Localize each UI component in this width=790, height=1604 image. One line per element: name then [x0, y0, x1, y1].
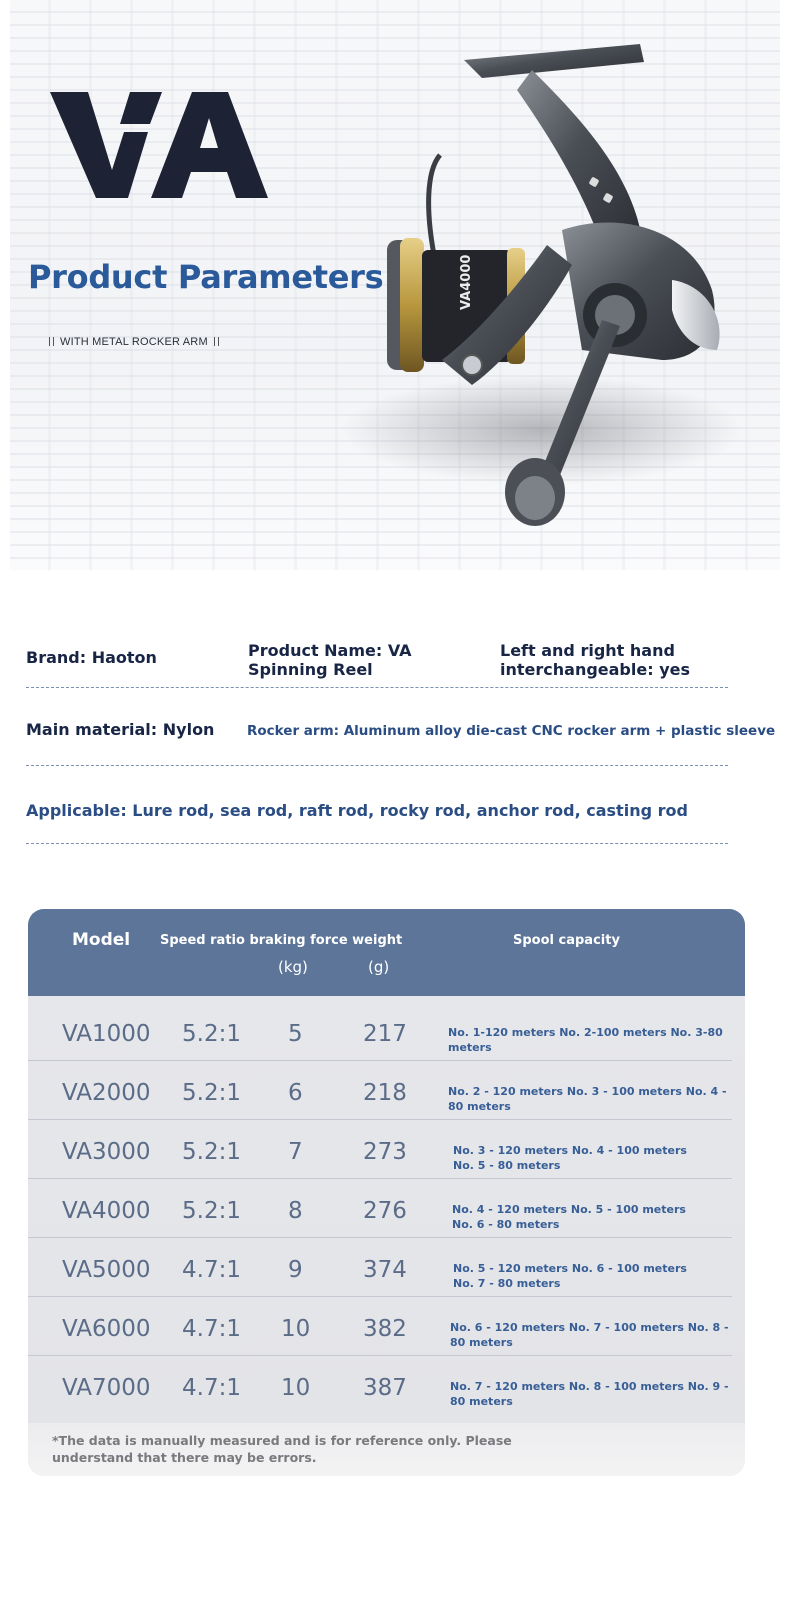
dashed-divider: [26, 843, 728, 844]
spec-hand: Left and right hand interchangeable: yes: [500, 641, 690, 679]
cell-force: 5: [288, 1021, 303, 1047]
page-title: Product Parameters: [28, 258, 384, 296]
cell-ratio: 5.2:1: [182, 1139, 241, 1165]
cell-force: 8: [288, 1198, 303, 1224]
cell-model: VA1000: [62, 1021, 151, 1047]
cell-spool: No. 6 - 120 meters No. 7 - 100 meters No. 8 - 80 meters: [450, 1321, 729, 1349]
cell-weight: 276: [363, 1198, 407, 1224]
table-row: [28, 1061, 745, 1120]
disclaimer-note: *The data is manually measured and is for reference only. Please understand that there may be errors.: [52, 1433, 512, 1465]
table-row: [28, 1120, 745, 1179]
spec-material: Main material: Nylon: [26, 720, 215, 739]
subtitle-tag: [43, 336, 225, 348]
cell-ratio: 4.7:1: [182, 1257, 241, 1283]
spec-row: [26, 630, 728, 688]
cell-spool: No. 7 - 120 meters No. 8 - 100 meters No. 9 - 80 meters: [450, 1380, 729, 1408]
divider-mark: [49, 337, 54, 346]
cell-spool: No. 4 - 120 meters No. 5 - 100 meters No. 6 - 80 meters: [452, 1203, 686, 1231]
header-spool: Spool capacity: [513, 933, 620, 948]
header-unit-kg: (kg): [278, 958, 308, 976]
hero-banner: [10, 0, 780, 570]
divider-mark: [214, 337, 219, 346]
spec-row: [26, 766, 728, 844]
cell-spool: No. 5 - 120 meters No. 6 - 100 meters No. 7 - 80 meters: [453, 1262, 687, 1290]
cell-spool: No. 2 - 120 meters No. 3 - 100 meters No. 4 - 80 meters: [448, 1085, 727, 1113]
cell-ratio: 5.2:1: [182, 1021, 241, 1047]
cell-model: VA3000: [62, 1139, 151, 1165]
va-logo: [50, 92, 270, 207]
cell-spool: No. 3 - 120 meters No. 4 - 100 meters No. 5 - 80 meters: [453, 1144, 687, 1172]
cell-ratio: 5.2:1: [182, 1080, 241, 1106]
spec-rocker-arm: Rocker arm: Aluminum alloy die-cast CNC rocker arm + plastic sleeve: [247, 723, 776, 739]
table-footer: [28, 1423, 745, 1476]
spec-product-name: Product Name: VA Spinning Reel: [248, 641, 412, 679]
cell-force: 10: [281, 1316, 311, 1342]
cell-weight: 273: [363, 1139, 407, 1165]
reel-model-label: VA4000: [459, 254, 474, 310]
parameter-table: [28, 909, 745, 1476]
cell-model: VA6000: [62, 1316, 151, 1342]
cell-ratio: 5.2:1: [182, 1198, 241, 1224]
table-body: [28, 996, 745, 1428]
cell-weight: 218: [363, 1080, 407, 1106]
cell-weight: 382: [363, 1316, 407, 1342]
subtitle-text: WITH METAL ROCKER ARM: [60, 336, 208, 348]
table-row: [28, 1179, 745, 1238]
cell-force: 9: [288, 1257, 303, 1283]
header-unit-g: (g): [368, 958, 390, 976]
table-row: [28, 1238, 745, 1297]
spinning-reel-image: [332, 30, 762, 540]
cell-force: 10: [281, 1375, 311, 1401]
header-model: Model: [72, 930, 131, 950]
cell-spool: No. 1-120 meters No. 2-100 meters No. 3-80 meters: [448, 1026, 723, 1054]
cell-model: VA7000: [62, 1375, 151, 1401]
spec-applicable: Applicable: Lure rod, sea rod, raft rod, rocky rod, anchor rod, casting rod: [26, 801, 688, 820]
cell-model: VA2000: [62, 1080, 151, 1106]
table-row: [28, 1356, 745, 1415]
spec-row: [26, 688, 776, 766]
spec-list: [26, 630, 776, 844]
cell-model: VA4000: [62, 1198, 151, 1224]
cell-ratio: 4.7:1: [182, 1375, 241, 1401]
cell-weight: 217: [363, 1021, 407, 1047]
header-params: Speed ratio braking force weight: [160, 933, 403, 948]
table-header: [28, 909, 745, 996]
cell-force: 6: [288, 1080, 303, 1106]
cell-ratio: 4.7:1: [182, 1316, 241, 1342]
spec-brand: Brand: Haoton: [26, 648, 157, 667]
table-row: [28, 1297, 745, 1356]
cell-weight: 387: [363, 1375, 407, 1401]
cell-force: 7: [288, 1139, 303, 1165]
cell-weight: 374: [363, 1257, 407, 1283]
table-row: [28, 1002, 745, 1061]
cell-model: VA5000: [62, 1257, 151, 1283]
